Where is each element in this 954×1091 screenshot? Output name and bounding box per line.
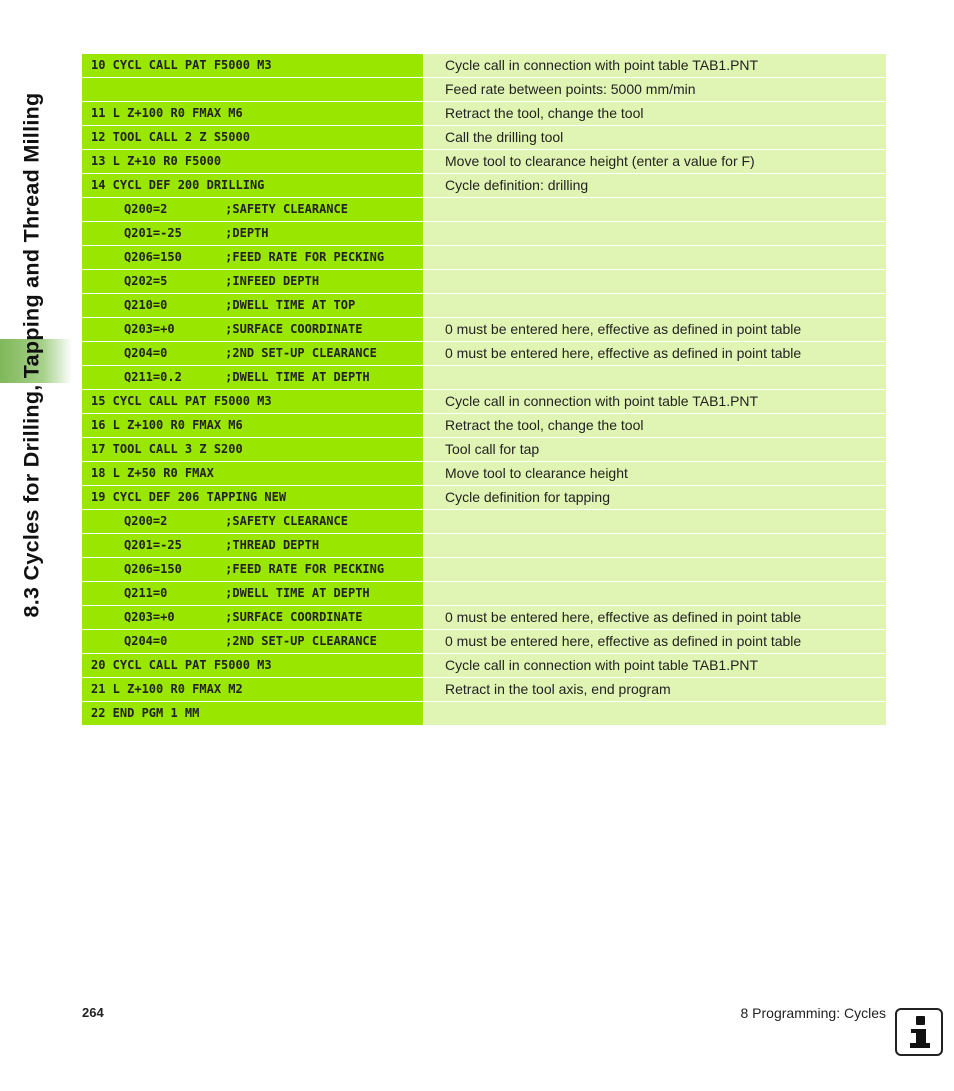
nc-code-cell: Q203=+0 ;SURFACE COORDINATE bbox=[82, 606, 423, 629]
nc-code-cell: 15 CYCL CALL PAT F5000 M3 bbox=[82, 390, 423, 413]
nc-code-cell: Q204=0 ;2ND SET-UP CLEARANCE bbox=[82, 630, 423, 653]
description-cell: 0 must be entered here, effective as defined in point table bbox=[424, 606, 886, 629]
program-row bbox=[82, 102, 886, 125]
description-cell: Tool call for tap bbox=[424, 438, 886, 461]
description-cell: Move tool to clearance height bbox=[424, 462, 886, 485]
nc-code-cell: 16 L Z+100 R0 FMAX M6 bbox=[82, 414, 423, 437]
nc-code-cell: 18 L Z+50 R0 FMAX bbox=[82, 462, 423, 485]
nc-code-cell: Q204=0 ;2ND SET-UP CLEARANCE bbox=[82, 342, 423, 365]
description-cell: Call the drilling tool bbox=[424, 126, 886, 149]
nc-code-cell: 17 TOOL CALL 3 Z S200 bbox=[82, 438, 423, 461]
nc-code-cell: Q201=-25 ;DEPTH bbox=[82, 222, 423, 245]
program-row bbox=[82, 198, 886, 221]
nc-code-cell: 19 CYCL DEF 206 TAPPING NEW bbox=[82, 486, 423, 509]
description-cell bbox=[424, 198, 886, 221]
nc-code-cell: 20 CYCL CALL PAT F5000 M3 bbox=[82, 654, 423, 677]
nc-code-cell: Q201=-25 ;THREAD DEPTH bbox=[82, 534, 423, 557]
nc-code-cell: 10 CYCL CALL PAT F5000 M3 bbox=[82, 54, 423, 77]
description-cell bbox=[424, 582, 886, 605]
description-cell: Feed rate between points: 5000 mm/min bbox=[424, 78, 886, 101]
program-row bbox=[82, 414, 886, 437]
nc-code-cell: 22 END PGM 1 MM bbox=[82, 702, 423, 725]
description-cell: Retract the tool, change the tool bbox=[424, 102, 886, 125]
program-row bbox=[82, 438, 886, 461]
nc-code-cell bbox=[82, 78, 423, 101]
nc-code-cell: Q210=0 ;DWELL TIME AT TOP bbox=[82, 294, 423, 317]
program-row bbox=[82, 390, 886, 413]
nc-code-cell: Q211=0 ;DWELL TIME AT DEPTH bbox=[82, 582, 423, 605]
program-row bbox=[82, 678, 886, 701]
section-title: 8.3 Cycles for Drilling, Tapping and Thread Milling bbox=[19, 92, 44, 618]
description-cell bbox=[424, 702, 886, 725]
nc-code-cell: Q202=5 ;INFEED DEPTH bbox=[82, 270, 423, 293]
description-cell: Cycle call in connection with point table TAB1.PNT bbox=[424, 54, 886, 77]
nc-code-cell: Q200=2 ;SAFETY CLEARANCE bbox=[82, 510, 423, 533]
nc-code-cell: Q203=+0 ;SURFACE COORDINATE bbox=[82, 318, 423, 341]
description-cell bbox=[424, 294, 886, 317]
program-row bbox=[82, 150, 886, 173]
description-cell: 0 must be entered here, effective as defined in point table bbox=[424, 318, 886, 341]
nc-code-cell: Q211=0.2 ;DWELL TIME AT DEPTH bbox=[82, 366, 423, 389]
nc-code-cell: 14 CYCL DEF 200 DRILLING bbox=[82, 174, 423, 197]
program-row bbox=[82, 174, 886, 197]
program-listing bbox=[82, 54, 886, 726]
program-row bbox=[82, 582, 886, 605]
description-cell: Cycle definition for tapping bbox=[424, 486, 886, 509]
program-row bbox=[82, 294, 886, 317]
program-row bbox=[82, 510, 886, 533]
program-row bbox=[82, 78, 886, 101]
program-row bbox=[82, 246, 886, 269]
description-cell: 0 must be entered here, effective as defined in point table bbox=[424, 630, 886, 653]
program-row bbox=[82, 126, 886, 149]
description-cell: Cycle definition: drilling bbox=[424, 174, 886, 197]
nc-code-cell: Q206=150 ;FEED RATE FOR PECKING bbox=[82, 246, 423, 269]
program-row bbox=[82, 222, 886, 245]
nc-code-cell: Q206=150 ;FEED RATE FOR PECKING bbox=[82, 558, 423, 581]
program-row bbox=[82, 54, 886, 77]
nc-code-cell: 21 L Z+100 R0 FMAX M2 bbox=[82, 678, 423, 701]
description-cell: Retract in the tool axis, end program bbox=[424, 678, 886, 701]
description-cell bbox=[424, 222, 886, 245]
program-row bbox=[82, 366, 886, 389]
description-cell: 0 must be entered here, effective as defined in point table bbox=[424, 342, 886, 365]
description-cell bbox=[424, 510, 886, 533]
nc-code-cell: 11 L Z+100 R0 FMAX M6 bbox=[82, 102, 423, 125]
description-cell: Retract the tool, change the tool bbox=[424, 414, 886, 437]
program-row bbox=[82, 318, 886, 341]
page-number: 264 bbox=[82, 1005, 104, 1020]
program-row bbox=[82, 342, 886, 365]
nc-code-cell: 13 L Z+10 R0 F5000 bbox=[82, 150, 423, 173]
nc-code-cell: 12 TOOL CALL 2 Z S5000 bbox=[82, 126, 423, 149]
description-cell: Cycle call in connection with point table TAB1.PNT bbox=[424, 390, 886, 413]
program-row bbox=[82, 558, 886, 581]
program-row bbox=[82, 486, 886, 509]
program-row bbox=[82, 654, 886, 677]
description-cell bbox=[424, 558, 886, 581]
description-cell bbox=[424, 534, 886, 557]
nc-code-cell: Q200=2 ;SAFETY CLEARANCE bbox=[82, 198, 423, 221]
description-cell: Move tool to clearance height (enter a value for F) bbox=[424, 150, 886, 173]
program-row bbox=[82, 270, 886, 293]
description-cell: Cycle call in connection with point table TAB1.PNT bbox=[424, 654, 886, 677]
program-row bbox=[82, 630, 886, 653]
description-cell bbox=[424, 246, 886, 269]
description-cell bbox=[424, 270, 886, 293]
program-row bbox=[82, 702, 886, 725]
program-row bbox=[82, 606, 886, 629]
chapter-label: 8 Programming: Cycles bbox=[740, 1005, 886, 1021]
description-cell bbox=[424, 366, 886, 389]
program-row bbox=[82, 534, 886, 557]
info-icon bbox=[895, 1008, 943, 1056]
program-row bbox=[82, 462, 886, 485]
